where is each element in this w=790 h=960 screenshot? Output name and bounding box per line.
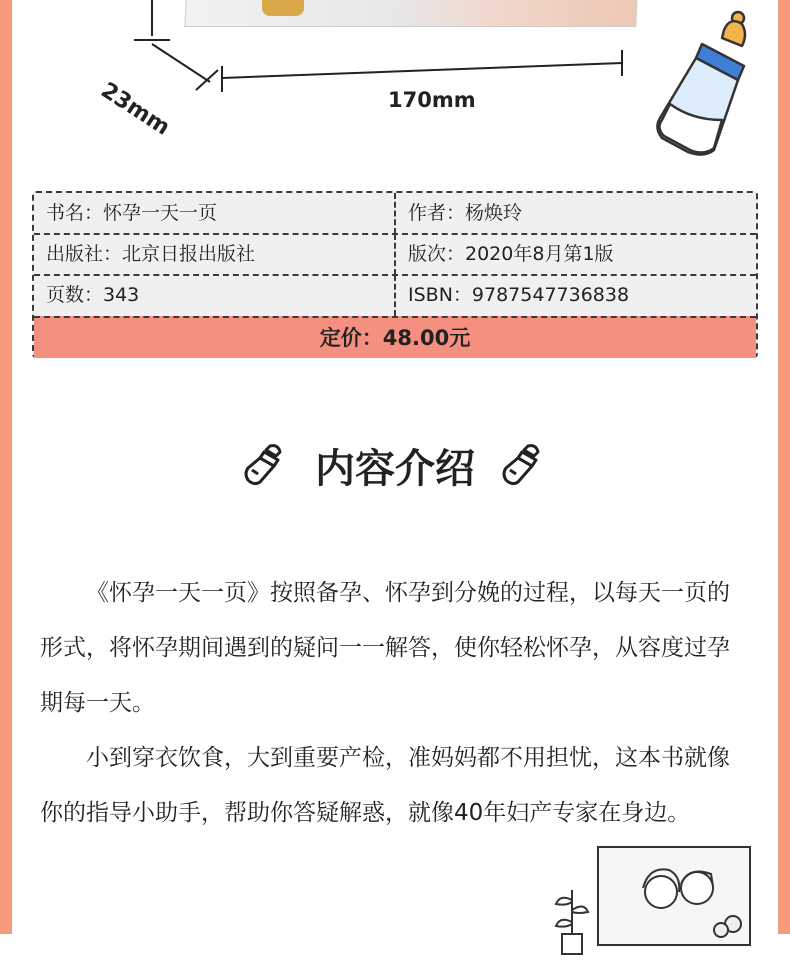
couple-illustration [597,846,751,946]
intro-paragraph [40,566,750,731]
section-title: 内容介绍 [315,446,475,492]
product-dimensions [0,0,790,190]
table-row [34,275,756,316]
pages-cell: 页数：343 [34,275,396,316]
intro-paragraph-text: 小到穿衣饮食，大到重要产检，准妈妈都不用担忧，这本书就像你的指导小助手，帮助你答疑解惑，就像40年妇产专家在身边。 [40,745,730,826]
price-band: 定价：48.00元 [34,316,756,358]
intro-paragraph-text: 《怀孕一天一页》按照备孕、怀孕到分娩的过程，以每天一页的形式，将怀孕期间遇到的疑问一一解答，使你轻松怀孕，从容度过孕期每一天。 [40,580,730,716]
book-info-table [32,191,758,358]
publisher-cell: 出版社：北京日报出版社 [34,234,396,275]
isbn-cell: ISBN：9787547736838 [408,284,630,306]
table-row [34,193,756,234]
table-row [34,234,756,275]
edition-cell: 版次：2020年8月第1版 [408,243,614,265]
bottle-icon [500,442,544,486]
intro-paragraph [40,731,750,841]
plant-icon [552,880,592,960]
baby-bottle-icon [652,8,762,158]
width-label: 170mm [388,88,476,112]
depth-label: 23mm [96,78,175,141]
author-cell: 作者：杨焕玲 [408,202,523,224]
book-title-cell: 书名：怀孕一天一页 [34,193,396,234]
couple-drawing [599,848,749,944]
